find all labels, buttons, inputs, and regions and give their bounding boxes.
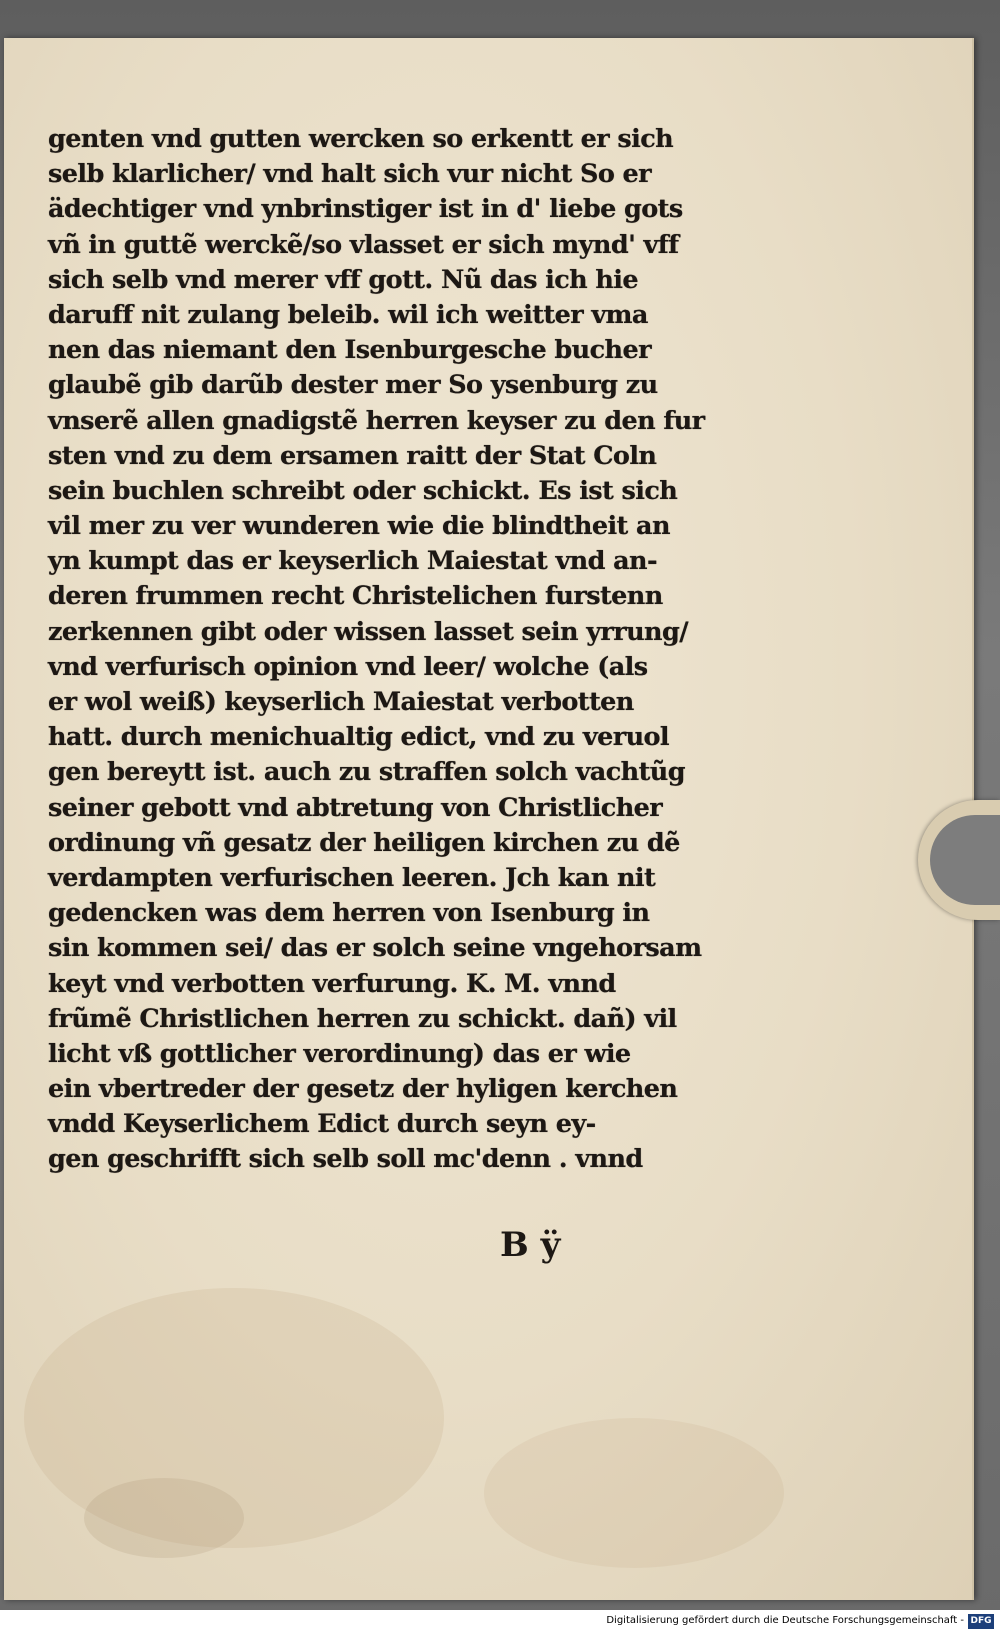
text-line: sich selb vnd merer vff gott. Nũ das ich hie xyxy=(48,264,638,295)
footer-bar xyxy=(0,1610,1000,1635)
text-line: ein vbertreder der gesetz der hyligen kerchen xyxy=(48,1074,678,1105)
text-line: genten vnd gutten wercken so erkentt er sich xyxy=(48,124,674,154)
text-line: vnserẽ allen gnadigstẽ herren keyser zu den fur xyxy=(48,405,705,436)
text-line: yn kumpt das er keyserlich Maiestat vnd an- xyxy=(48,546,657,577)
text-line: deren frummen recht Christelichen furstenn xyxy=(48,581,663,612)
text-line: vil mer zu ver wunderen wie die blindtheit an xyxy=(48,511,670,542)
text-line: vndd Keyserlichem Edict durch seyn ey- xyxy=(48,1109,596,1140)
paper-stain xyxy=(484,1418,784,1568)
signature-mark: B ÿ xyxy=(500,1225,561,1265)
text-line: zerkennen gibt oder wissen lasset sein yrrung/ xyxy=(48,616,688,647)
text-line: vnd verfurisch opinion vnd leer/ wolche (als xyxy=(48,651,648,682)
body-text xyxy=(48,122,705,1178)
text-line: seiner gebott vnd abtretung von Christlicher xyxy=(48,792,663,823)
dfg-logo: DFG xyxy=(968,1614,994,1629)
text-line: sten vnd zu dem ersamen raitt der Stat Coln xyxy=(48,440,657,471)
text-line: daruff nit zulang beleib. wil ich weitter vma xyxy=(48,299,648,330)
text-line: gen geschrifft sich selb soll mc'denn . vnnd xyxy=(48,1144,643,1175)
text-line: sein buchlen schreibt oder schickt. Es ist sich xyxy=(48,475,678,506)
paper-stain xyxy=(84,1478,244,1558)
text-line: ädechtiger vnd ynbrinstiger ist in d' liebe gots xyxy=(48,194,683,225)
text-line: glaubẽ gib darũb dester mer So ysenburg zu xyxy=(48,370,658,401)
text-line: licht vß gottlicher verordinung) das er wie xyxy=(48,1038,631,1069)
text-line: verdampten verfurischen leeren. Jch kan nit xyxy=(48,862,656,893)
text-line: gedencken was dem herren von Isenburg in xyxy=(48,898,650,929)
text-line: ordinung vñ gesatz der heiligen kirchen zu dẽ xyxy=(48,827,680,858)
text-line: selb klarlicher/ vnd halt sich vur nicht So er xyxy=(48,159,652,190)
text-line: sin kommen sei/ das er solch seine vngehorsam xyxy=(48,933,702,964)
text-line: frũmẽ Christlichen herren zu schickt. dañ) vil xyxy=(48,1003,677,1034)
text-line: er wol weiß) keyserlich Maiestat verbotten xyxy=(48,687,634,717)
text-line: gen bereytt ist. auch zu straffen solch vachtũg xyxy=(48,757,685,788)
text-line: nen das niemant den Isenburgesche bucher xyxy=(48,335,651,366)
text-line: keyt vnd verbotten verfurung. K. M. vnnd xyxy=(48,968,616,999)
funding-credit: Digitalisierung gefördert durch die Deutsche Forschungsgemeinschaft - xyxy=(606,1615,964,1626)
text-line: hatt. durch menichualtig edict, vnd zu veruol xyxy=(48,722,670,753)
text-line: vñ in guttẽ werckẽ/so vlasset er sich mynd' vff xyxy=(48,229,679,260)
